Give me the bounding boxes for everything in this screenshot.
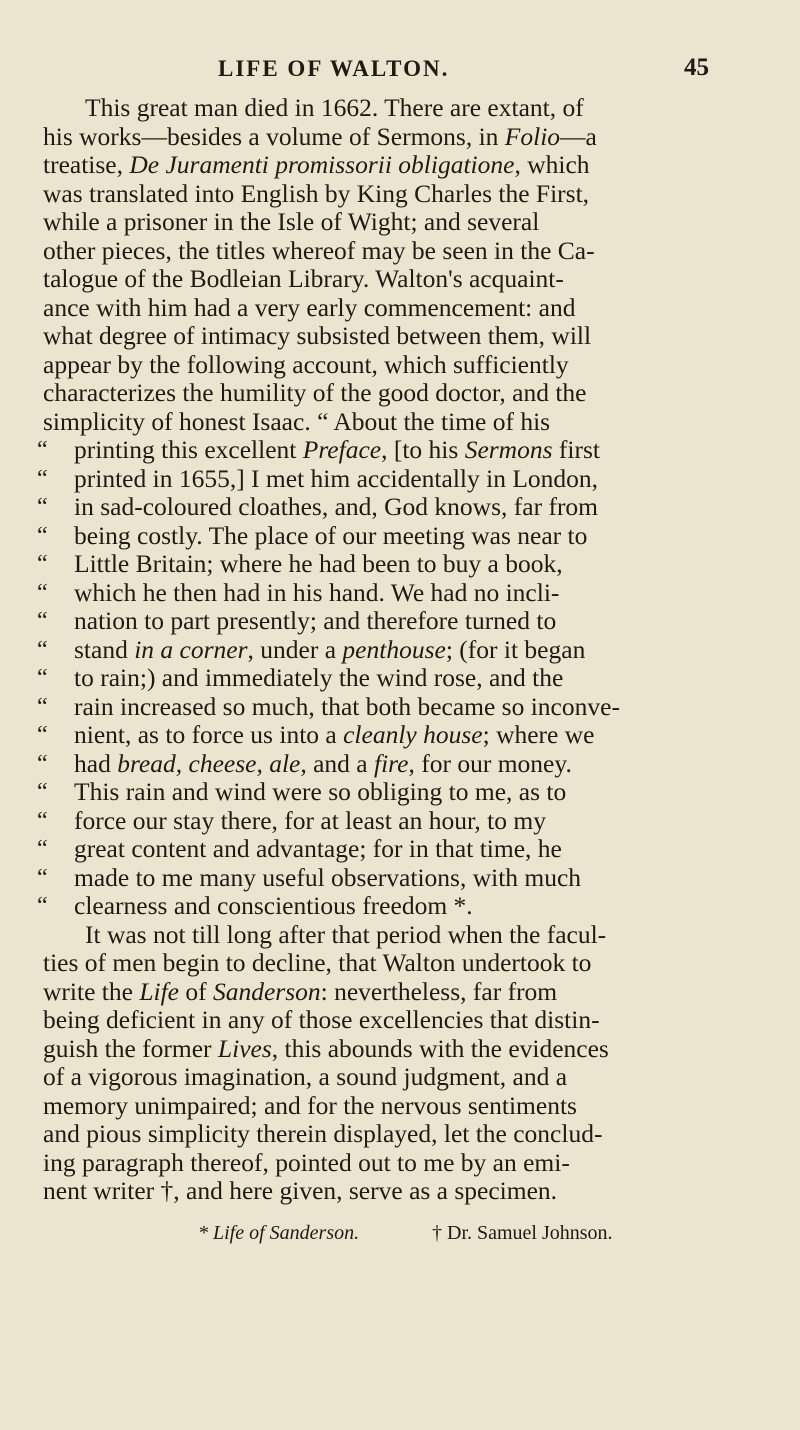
quote-mark: “ (37, 465, 48, 492)
text-line: simplicity of honest Isaac. “ About the time of his (43, 406, 551, 436)
quoted-line (37, 862, 793, 893)
quoted-line (37, 663, 793, 693)
quote-mark: “ (37, 636, 48, 663)
quote-mark: “ (37, 779, 48, 805)
quoted-text: great content and advantage; for in that time, he (74, 834, 562, 863)
quoted-text: clearness and conscientious freedom *. (74, 891, 473, 920)
quoted-line (37, 492, 793, 522)
quoted-text: nation to part presently; and therefore turned to (74, 606, 557, 635)
footnote-2: † Dr. Samuel Johnson. (432, 1222, 613, 1244)
quote-mark: “ (37, 665, 48, 691)
quote-mark: “ (37, 437, 48, 463)
quote-mark: “ (37, 750, 48, 777)
quoted-line (37, 805, 793, 836)
text-line: of a vigorous imagination, a sound judgment, and a (43, 1062, 568, 1091)
quoted-text: Little Britain; where he had been to buy a book, (74, 549, 563, 578)
quoted-text: This rain and wind were so obliging to me, as to (74, 777, 567, 806)
quoted-text: to rain;) and immediately the wind rose, and the (74, 663, 564, 692)
text-line: appear by the following account, which sufficiently (43, 349, 569, 379)
text-line: characterizes the humility of the good doctor, and the (43, 378, 587, 407)
page-header (0, 52, 800, 92)
quoted-line (37, 777, 793, 807)
body-text (37, 93, 793, 1206)
quote-mark: “ (37, 494, 48, 520)
quoted-text: made to me many useful observations, with much (74, 862, 582, 892)
quote-mark: “ (37, 579, 48, 606)
quoted-text: in sad-coloured cloathes, and, God knows, far from (74, 492, 599, 521)
quote-mark: “ (37, 551, 48, 577)
quoted-text: rain increased so much, that both became so inconve- (74, 691, 620, 721)
text-line: other pieces, the titles whereof may be seen in the Ca- (43, 235, 595, 265)
text-line: guish the former Lives, this abounds with the evidences (43, 1033, 609, 1063)
quote-mark: “ (37, 807, 48, 834)
text-line: what degree of intimacy subsisted between them, will (43, 321, 592, 350)
quote-mark: “ (37, 608, 48, 634)
quoted-line: “ nient, as to force us into a cleanly house; where we (37, 720, 595, 749)
quoted-line (37, 606, 793, 636)
running-head: LIFE OF WALTON. (218, 56, 450, 81)
quoted-line (37, 520, 793, 551)
quoted-line (37, 834, 793, 864)
quote-mark: “ (37, 836, 48, 862)
text-line: talogue of the Bodleian Library. Walton's acquaint- (43, 264, 564, 293)
text-line: and pious simplicity therein displayed, let the conclud- (43, 1119, 603, 1148)
quoted-line: “ had bread, cheese, ale, and a fire, for our money. (37, 748, 572, 778)
text-line: write the Life of Sanderson: nevertheless, far from (43, 976, 558, 1006)
text-line: nent writer †, and here given, serve as a specimen. (43, 1176, 558, 1205)
footnotes (0, 1222, 800, 1252)
text-line: while a prisoner in the Isle of Wight; and several (43, 207, 540, 236)
quoted-line (37, 577, 793, 608)
quoted-text: force our stay there, for at least an hour, to my (74, 805, 546, 835)
quoted-line (37, 549, 793, 579)
quote-mark: “ (37, 722, 48, 748)
quoted-text: printed in 1655,] I met him accidentally in London, (74, 463, 599, 493)
footnote-1: * Life of Sanderson. (198, 1222, 360, 1244)
quoted-line (37, 691, 793, 722)
text-line: This great man died in 1662. There are extant, of (85, 93, 584, 122)
text-line: ance with him had a very early commencement: and (43, 292, 576, 322)
quoted-line (37, 891, 793, 921)
quoted-line: “ stand in a corner, under a penthouse; (for it began (37, 634, 586, 664)
text-line: It was not till long after that period when the facul- (85, 919, 607, 949)
text-line: treatise, De Juramenti promissorii obligatione, which (43, 150, 590, 179)
quoted-line (37, 463, 793, 494)
quote-mark: “ (37, 693, 48, 720)
quote-mark: “ (37, 893, 48, 919)
quoted-text: which he then had in his hand. We had no incli- (74, 577, 560, 607)
quoted-line: “ printing this excellent Preface, [to his Sermons first (37, 435, 600, 464)
text-line: ties of men begin to decline, that Walton undertook to (43, 948, 592, 977)
text-line: memory unimpaired; and for the nervous sentiments (43, 1090, 577, 1120)
text-line: ing paragraph thereof, pointed out to me by an emi- (43, 1147, 570, 1177)
text-line: was translated into English by King Charles the First, (43, 178, 590, 208)
quoted-text: being costly. The place of our meeting was near to (74, 520, 588, 550)
text-line: his works—besides a volume of Sermons, in Folio—a (43, 121, 597, 151)
page-number: 45 (684, 54, 709, 81)
quote-mark: “ (37, 522, 48, 549)
quote-mark: “ (37, 864, 48, 891)
text-line: being deficient in any of those excellencies that distin- (43, 1005, 600, 1034)
